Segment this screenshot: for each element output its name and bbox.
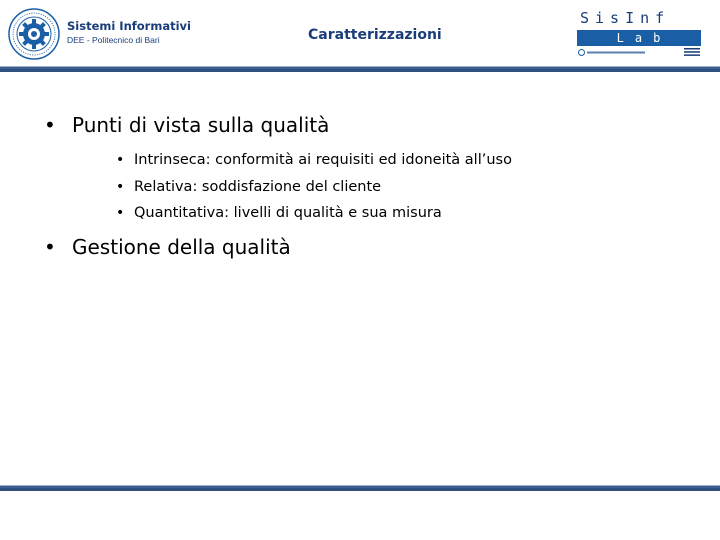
- bullet-list: [44, 112, 684, 260]
- header-divider: [0, 66, 720, 72]
- bullet-text: Punti di vista sulla qualità: [72, 113, 330, 137]
- sub-bullet-text: Relativa: soddisfazione del cliente: [134, 178, 382, 195]
- bullet-item: [44, 112, 684, 227]
- bullet-marker: •: [116, 152, 125, 168]
- page-title: Caratterizzazioni: [308, 27, 442, 43]
- bullet-item: [44, 234, 684, 260]
- bullet-text: Gestione della qualità: [72, 234, 291, 259]
- footer-divider: [0, 485, 720, 491]
- sisinf-logo-text: SisInf: [580, 9, 671, 27]
- lab-logo-bar: [577, 30, 701, 46]
- sub-bullet-text: Quantitativa: livelli di qualità e sua misura: [134, 205, 442, 221]
- politecnico-logo-icon: [578, 49, 648, 56]
- sub-bullet-item: [116, 147, 720, 174]
- university-seal-icon: [8, 8, 60, 60]
- bullet-marker: •: [116, 205, 125, 221]
- bullet-marker: •: [116, 178, 125, 195]
- lab-logo-text: Lab: [616, 31, 672, 45]
- sub-bullet-item: [116, 200, 720, 227]
- bullet-marker: •: [44, 234, 56, 259]
- slide-header: [0, 0, 720, 70]
- dee-logo-icon: [684, 48, 700, 56]
- org-subtitle: DEE - Politecnico di Bari: [67, 35, 160, 45]
- sub-bullet-text: Intrinseca: conformità ai requisiti ed idoneità all’uso: [134, 152, 512, 168]
- bullet-marker: •: [44, 113, 56, 137]
- sub-bullet-list: [116, 147, 720, 227]
- org-title: Sistemi Informativi: [67, 19, 191, 33]
- sub-bullet-item: [116, 174, 720, 201]
